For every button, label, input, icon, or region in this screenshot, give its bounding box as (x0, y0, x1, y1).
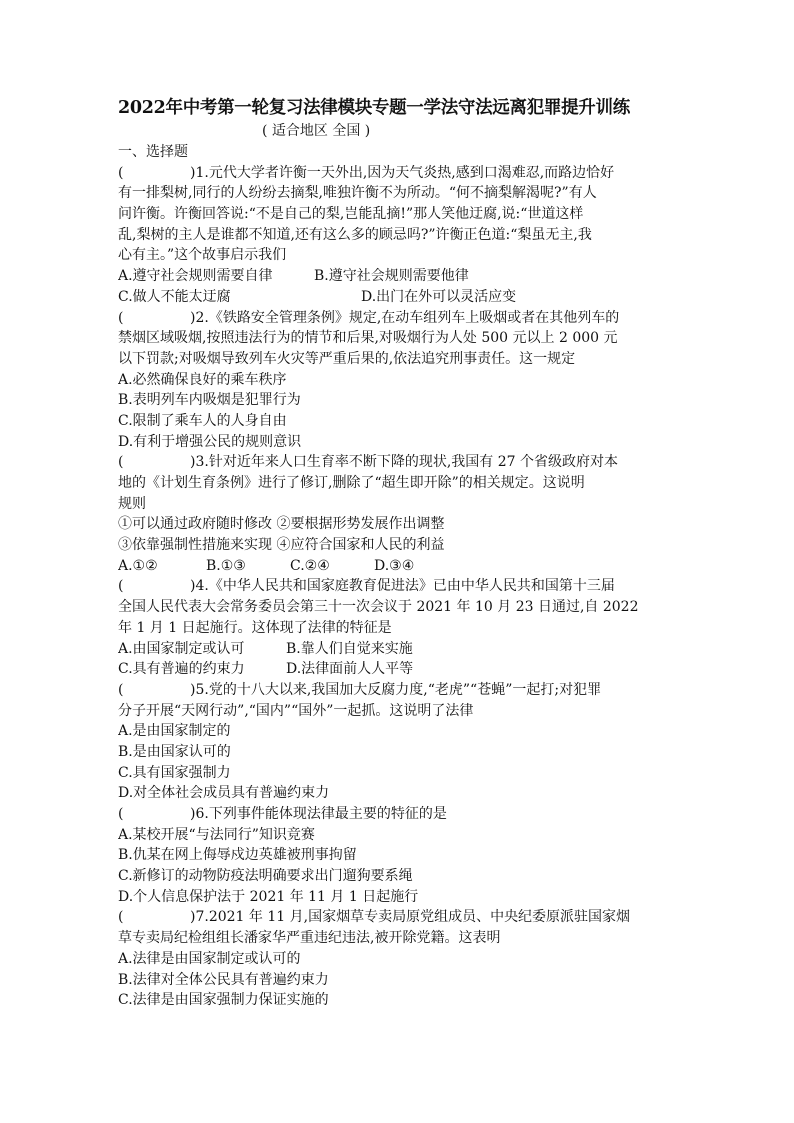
section-heading: 一、选择题 (118, 144, 188, 160)
question-text: )1.元代大学者许衡一天外出,因为天气炎热,感到口渴难忍,而路边恰好 (190, 164, 615, 181)
statement-row: ③依靠强制性措施来实现 ④应符合国家和人民的利益 (118, 537, 445, 554)
option-a: A.某校开展“与法同行”知识竞赛 (118, 826, 315, 843)
question-text: )6.下列事件能体现法律最主要的特征的是 (190, 806, 447, 822)
option-d: D.对全体社会成员具有普遍约束力 (118, 785, 330, 802)
option-a: A.法律是由国家制定或认可的 (118, 950, 301, 967)
option-d: D.③④ (374, 557, 415, 574)
option-c: C.具有国家强制力 (118, 764, 231, 781)
document-title: 2022年中考第一轮复习法律模块专题一学法守法远离犯罪提升训练 (118, 98, 630, 118)
question-3 (118, 452, 680, 576)
option-b: B.①③ (206, 557, 246, 574)
option-d: D.法律面前人人平等 (286, 661, 414, 678)
question-6 (118, 804, 680, 907)
question-text: 心有主。”这个故事启示我们 (118, 247, 287, 264)
option-c: C.法律是由国家强制力保证实施的 (118, 992, 329, 1009)
option-c: C.具有普遍的约束力 (118, 661, 245, 678)
question-text: 问许衡。许衡回答说:“不是自己的梨,岂能乱摘!”那人笑他迂腐,说:“世道这样 (118, 206, 584, 223)
answer-blank: ( (118, 164, 124, 181)
question-text: 以下罚款;对吸烟导致列车火灾等严重后果的,依法追究刑事责任。这一规定 (118, 350, 576, 367)
question-text: 草专卖局纪检组组长潘家华严重违纪违法,被开除党籍。这表明 (118, 930, 501, 947)
question-text: )3.针对近年来人口生育率不断下降的现状,我国有 27 个省级政府对本 (190, 454, 618, 471)
question-text: )2.《铁路安全管理条例》规定,在动车组列车上吸烟或者在其他列车的 (190, 309, 620, 326)
option-d: D.出门在外可以灵活应变 (361, 288, 517, 305)
option-a: A.由国家制定或认可 (118, 640, 245, 657)
option-b: B.靠人们自觉来实施 (286, 640, 413, 657)
option-b: B.法律对全体公民具有普遍约束力 (118, 971, 329, 988)
option-a: A.必然确保良好的乘车秩序 (118, 371, 287, 388)
option-b: B.遵守社会规则需要他律 (314, 268, 469, 285)
statement-row: ①可以通过政府随时修改 ②要根据形势发展作出调整 (118, 516, 445, 533)
option-d: D.有利于增强公民的规则意识 (118, 433, 302, 450)
question-1 (118, 163, 680, 308)
option-b: B.表明列车内吸烟是犯罪行为 (118, 392, 301, 409)
answer-blank: ( (118, 578, 124, 595)
question-text: 分子开展“天网行动”,“国内”“国外”一起抓。这说明了法律 (118, 702, 474, 719)
question-text: )4.《中华人民共和国家庭教育促进法》已由中华人民共和国第十三届 (190, 578, 615, 595)
document-subtitle: ( 适合地区 全国 ) (262, 123, 371, 139)
option-a: A.遵守社会规则需要自律 (118, 268, 273, 285)
option-c: C.新修订的动物防疫法明确要求出门遛狗要系绳 (118, 868, 413, 885)
question-text: 全国人民代表大会常务委员会第三十一次会议于 2021 年 10 月 23 日通过,自 2022 (118, 599, 639, 616)
option-d: D.个人信息保护法于 2021 年 11 月 1 日起施行 (118, 888, 419, 905)
question-5 (118, 680, 680, 804)
question-text: 地的《计划生育条例》进行了修订,删除了“超生即开除”的相关规定。这说明 (118, 475, 585, 491)
question-text: 乱,梨树的主人是谁都不知道,还有这么多的顾忌吗?”许衡正色道:“梨虽无主,我 (118, 226, 592, 243)
question-text: 禁烟区域吸烟,按照违法行为的情节和后果,对吸烟行为人处 500 元以上 2 000 元 (118, 330, 618, 347)
option-a: A.①② (118, 557, 158, 574)
question-text: )5.党的十八大以来,我国加大反腐力度,“老虎”“苍蝇”一起打;对犯罪 (190, 681, 602, 698)
option-b: B.是由国家认可的 (118, 743, 231, 760)
question-7 (118, 907, 680, 1010)
option-c: C.做人不能太迂腐 (118, 288, 231, 305)
document-content (118, 142, 680, 1011)
answer-blank: ( (118, 681, 124, 698)
option-a: A.是由国家制定的 (118, 723, 231, 740)
answer-blank: ( (118, 909, 124, 926)
option-c: C.②④ (290, 557, 330, 574)
option-b: B.仇某在网上侮辱戍边英雄被刑事拘留 (118, 847, 357, 864)
answer-blank: ( (118, 454, 124, 471)
option-c: C.限制了乘车人的人身自由 (118, 412, 287, 429)
question-4 (118, 576, 680, 679)
answer-blank: ( (118, 806, 124, 822)
question-text: )7.2021 年 11 月,国家烟草专卖局原党组成员、中央纪委原派驻国家烟 (190, 909, 631, 926)
answer-blank: ( (118, 309, 124, 326)
question-text: 年 1 月 1 日起施行。这体现了法律的特征是 (118, 619, 392, 636)
question-text: 有一排梨树,同行的人纷纷去摘梨,唯独许衡不为所动。“何不摘梨解渴呢?”有人 (118, 185, 597, 202)
question-2 (118, 308, 680, 453)
question-text: 规则 (118, 495, 146, 512)
